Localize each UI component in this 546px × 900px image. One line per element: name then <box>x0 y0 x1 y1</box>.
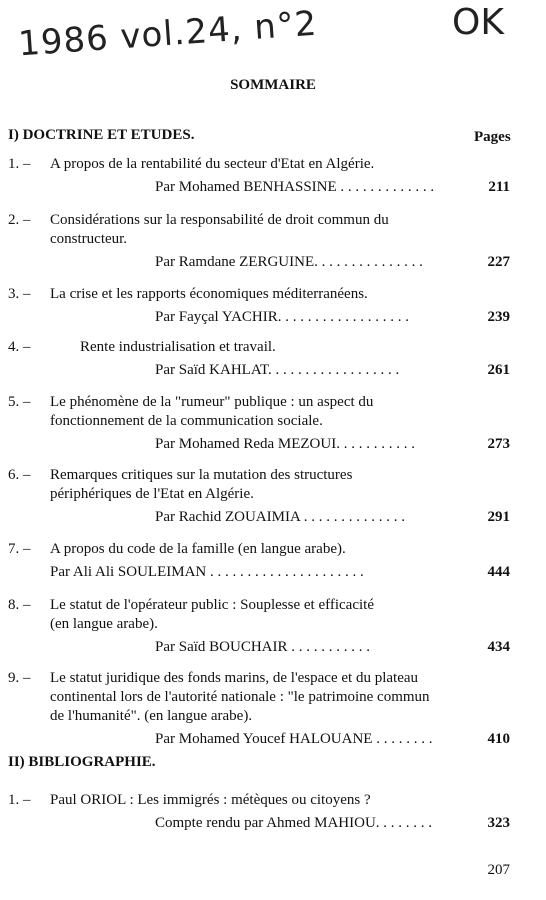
toc-entry-title-line: Rente industrialisation et travail. <box>80 339 276 355</box>
toc-entry-page: 410 <box>487 731 510 747</box>
toc-entry-number: 2. – <box>8 212 31 228</box>
toc-entry-title-line: fonctionnement de la communication sociale. <box>50 413 323 429</box>
toc-entry-title-line: Le statut de l'opérateur public : Souplesse et efficacité <box>50 597 374 613</box>
biblio-entry-page: 323 <box>487 815 510 831</box>
toc-entry-title-line: Le statut juridique des fonds marins, de l'espace et du plateau <box>50 670 419 686</box>
toc-entry-author: Par Ramdane ZERGUINE. . . . . . . . . . . . . . . <box>155 254 423 270</box>
toc-entry-page: 239 <box>487 309 510 325</box>
toc-entry-number: 6. – <box>8 467 31 483</box>
section-heading-bibliographie: II) BIBLIOGRAPHIE. <box>8 754 156 770</box>
toc-entry-author: Par Saïd BOUCHAIR . . . . . . . . . . . <box>155 639 371 655</box>
toc-entry-title-line: A propos du code de la famille (en langue arabe). <box>50 541 346 557</box>
toc-entry-title-line: A propos de la rentabilité du secteur d'Etat en Algérie. <box>50 156 375 172</box>
toc-entry-title-line: Remarques critiques sur la mutation des structures <box>50 467 353 483</box>
toc-entry-title-line: Considérations sur la responsabilité de droit commun du <box>50 212 389 228</box>
biblio-entry-title: Paul ORIOL : Les immigrés : métèques ou citoyens ? <box>50 792 371 808</box>
toc-entry-author: Par Mohamed Reda MEZOUI. . . . . . . . . . . <box>155 436 415 452</box>
page-title: SOMMAIRE <box>230 77 316 93</box>
toc-entry-author: Par Mohamed Youcef HALOUANE . . . . . . . . <box>155 731 433 747</box>
toc-entry-number: 9. – <box>8 670 31 686</box>
toc-entry-author: Par Ali Ali SOULEIMAN . . . . . . . . . . . . . . . . . . . . . <box>50 564 364 580</box>
toc-entry-page: 211 <box>488 179 510 195</box>
toc-entry-number: 3. – <box>8 286 31 302</box>
biblio-entry-number: 1. – <box>8 792 31 808</box>
section-heading-doctrine: I) DOCTRINE ET ETUDES. <box>8 127 195 143</box>
toc-entry-title-line: constructeur. <box>50 231 128 247</box>
toc-entry-page: 434 <box>487 639 510 655</box>
toc-entry-title-line: continental lors de l'autorité nationale : "le patrimoine commun <box>50 689 430 705</box>
toc-entry-page: 273 <box>487 436 510 452</box>
toc-entry-title-line: périphériques de l'Etat en Algérie. <box>50 486 254 502</box>
biblio-entry-author: Compte rendu par Ahmed MAHIOU. . . . . . . . <box>155 815 433 831</box>
toc-entry-author: Par Rachid ZOUAIMIA . . . . . . . . . . . . . . <box>155 509 405 525</box>
page-number: 207 <box>487 862 510 878</box>
toc-entry-page: 444 <box>487 564 510 580</box>
toc-entry-title-line: La crise et les rapports économiques méditerranéens. <box>50 286 368 302</box>
handwritten-annotation: 1986 vol.24, n°2 <box>16 3 319 65</box>
toc-entry-page: 227 <box>487 254 510 270</box>
toc-entry-author: Par Mohamed BENHASSINE . . . . . . . . . . . . . <box>155 179 435 195</box>
toc-entry-page: 291 <box>487 509 510 525</box>
toc-entry-title-line: (en langue arabe). <box>50 616 158 632</box>
toc-entry-title-line: de l'humanité". (en langue arabe). <box>50 708 253 724</box>
toc-entry-number: 4. – <box>8 339 31 355</box>
toc-entry-number: 1. – <box>8 156 31 172</box>
toc-entry-number: 8. – <box>8 597 31 613</box>
handwritten-ok-mark: OK <box>452 2 504 43</box>
toc-entry-title-line: Le phénomène de la "rumeur" publique : un aspect du <box>50 394 374 410</box>
pages-column-heading: Pages <box>474 129 511 145</box>
toc-entry-page: 261 <box>487 362 510 378</box>
toc-entry-number: 5. – <box>8 394 31 410</box>
toc-entry-author: Par Saïd KAHLAT. . . . . . . . . . . . . . . . . . <box>155 362 400 378</box>
toc-entry-number: 7. – <box>8 541 31 557</box>
toc-entry-author: Par Fayçal YACHIR. . . . . . . . . . . . . . . . . . <box>155 309 410 325</box>
